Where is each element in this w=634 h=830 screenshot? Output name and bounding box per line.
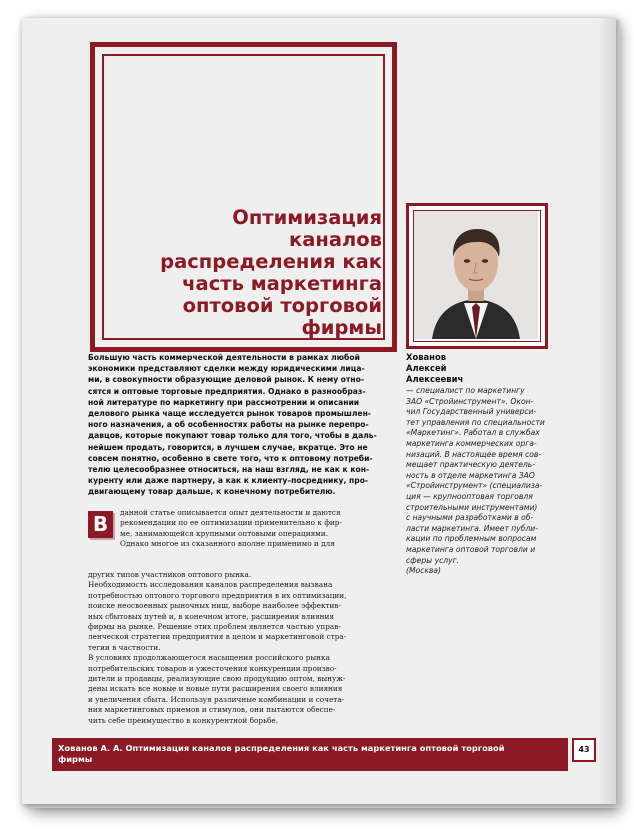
author-name: Хованов Алексей Алексеевич xyxy=(406,352,464,384)
author-photo xyxy=(413,210,541,342)
body-paragraph-first: данной статье описывается опыт деятельности и даются рекомендации по ее оптимизации применительно к фир- ме, занимающейся крупными оптовыми операциями. Однако многое из сказанного вполне применимо и для xyxy=(120,508,342,549)
running-title: Хованов А. А. Оптимизация каналов распределения как часть маркетинга оптовой торговой фирмы xyxy=(58,743,505,764)
page-number: 43 xyxy=(578,745,590,754)
author-portrait-photo xyxy=(414,211,538,339)
author-photo-frame xyxy=(406,203,548,349)
drop-cap: В xyxy=(88,511,113,538)
body-paragraphs: других типов участников оптового рынка. Необходимость исследования каналов распределения вызвана потребностью оптового торгового предприятия в их оптимизации, поиске неосвоенных рыночных ниш, выборе наиболее эффектив- ных сбытовых путей и, в конечном итоге, расширения влияния фирмы на рынке. Решение этих проблем является частью управ- ленческой стратегии предприятия в целом и маркетинговой стра- тегии в частности. В условиях продолжающегося насыщения российского рынка потребительских товаров и ужесточения конкуренции произво- дители и продавцы, реализующие свою продукцию оптом, вынуж- дены искать все новые и новые пути расширения своего влияния и увеличения сбыта. Используя различные комбинации и сочета- ния маркетинговых приемов и стимулов, они пытаются обеспе- чить себе преимущество в конкурентной борьбе. xyxy=(88,570,347,725)
author-bio: — специалист по маркетингу ЗАО «Стройинструмент». Окон- чил Государственный универси- тет управления по специальности «Маркетинг». Работал в службах маркетинга коммерческих орга- низаций. В настоящее время сов- мещает практическую деятель- ность в отделе маркетинга ЗАО «Стройинструмент» (специализа- ция — крупнооптовая торговля строительными инструментами) с научными разработками в об- ласти маркетинга. Имеет публи- кации по проблемным вопросам маркетинга оптовой торговли и сферы услуг. (Москва) xyxy=(406,386,545,576)
journal-page xyxy=(22,18,616,804)
page-number-box xyxy=(572,738,596,762)
article-title: Оптимизация каналов распределения как часть маркетинга оптовой торговой фирмы xyxy=(160,206,382,339)
article-abstract: Большую часть коммерческой деятельности в рамках любой экономики представляют сделки между юридическими лица- ми, в совокупности образующие деловой рынок. К нему отно- сятся и оптовые торговые предприятия. Однако в разнообраз- ной литературе по маркетингу при рассмотрении и описании делового рынка чаще исследуется рынок товаров промышлен- ного назначения, а об особенностях работы на рынке перепро- давцов, которые покупают товар только для того, чтобы в даль- нейшем продать, говорится, в лучшем случае, вкратце. Это не совсем понятно, особенно в свете того, что к оптовому потреби- телю целесообразнее относиться, на наш взгляд, не как к кон- куренту или даже партнеру, а как к клиенту–посреднику, про- двигающему товар дальше, к конечному потребителю. xyxy=(88,353,377,497)
title-frame xyxy=(90,42,397,352)
running-footer xyxy=(52,738,568,771)
